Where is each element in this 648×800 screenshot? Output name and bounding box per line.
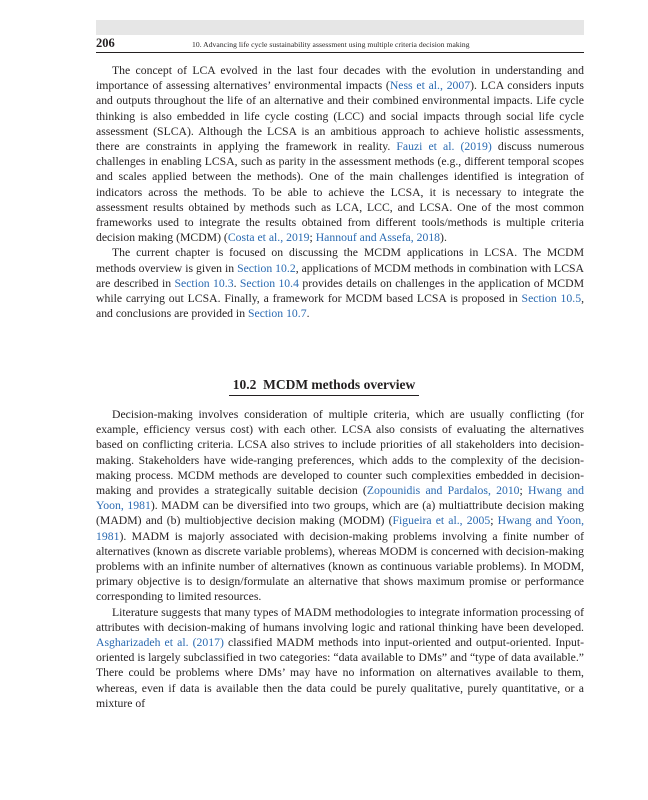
paragraph xyxy=(96,605,584,711)
citation-link[interactable]: Ness et al., 2007 xyxy=(389,79,471,93)
text-run: The concept of LCA evolved in the last four decades with the evolution in understanding and importance of assessing alternatives’ environmental impacts ( xyxy=(96,64,584,93)
text-run: ). MADM can be diversified into two groups, which are (a) multiattribute decision making (MADM) and (b) multiobjective decision making (MODM) ( xyxy=(96,499,585,528)
citation-link[interactable]: Figueira et al., 2005 xyxy=(392,514,491,528)
text-run: . xyxy=(233,276,240,290)
text-run: Decision-making involves consideration of multiple criteria, which are usually conflicting (for example, efficiency versus cost) with each other. LCSA also consists of evaluating the alternatives based on conflicting criteria. LCSA also strives to include priorities of all stakeholders into decision-making. Stakeholders have wide-ranging preferences, which adds to the complexity of the decision-making process. MCDM methods are developed to counter such complexities embedded in decision-making and provides a strategically suitable decision ( xyxy=(96,408,584,498)
citation-link[interactable]: Costa et al., 2019 xyxy=(227,231,310,245)
text-run: discuss numerous challenges in enabling LCSA, such as parity in the assessment methods (e.g., different temporal scopes and scales applied between the methods). One of the main challenges identified is integration of indicators across the methods. To be able to achieve the LCSA, it is necessary to integrate the assessment results obtained by methods such as LCA, LCC, and LCSA. One of the most common frameworks used to integrate the results obtained from different tools/methods is multiple criteria decision making (MCDM) ( xyxy=(96,140,584,245)
paragraph xyxy=(96,63,584,245)
text-run: ; xyxy=(309,231,316,245)
text-run: . xyxy=(306,307,310,321)
text-run: ). LCA considers inputs and outputs throughout the life of an alternative and their combined environmental impacts. Life cycle thinking is also embedded in life cycle costing (LCC) and social impacts through social life cycle assessment (SLCA). Although the LCSA is an ambitious approach to achieve holistic assessments, there are constraints in applying the framework in reality. xyxy=(96,79,584,154)
running-head-title: 10. Advancing life cycle sustainability assessment using multiple criteria decision making xyxy=(192,40,470,49)
top-gray-band xyxy=(96,20,584,35)
page-number: 206 xyxy=(96,36,115,50)
running-header xyxy=(96,36,584,53)
citation-link[interactable]: Section 10.4 xyxy=(239,276,299,290)
text-run: The current chapter is focused on discussing the MCDM applications in LCSA. The MCDM methods overview is given in xyxy=(96,246,584,275)
citation-link[interactable]: Section 10.5 xyxy=(521,292,582,306)
intro-text-block xyxy=(96,63,584,321)
citation-link[interactable]: Zopounidis and Pardalos, 2010 xyxy=(366,484,520,498)
text-run: ; xyxy=(519,484,529,498)
text-run: , applications of MCDM methods in combination with LCSA are described in xyxy=(96,261,584,290)
citation-link[interactable]: Section 10.3 xyxy=(174,276,234,290)
citation-link[interactable]: Section 10.2 xyxy=(237,261,296,275)
section-number: 10.2 xyxy=(232,377,257,392)
citation-link[interactable]: Fauzi et al. (2019) xyxy=(396,140,492,154)
section-heading xyxy=(0,376,648,396)
text-run: classified MADM methods into input-oriented and output-oriented. Input-oriented is largely subclassified in two categories: “data available to DMs” and “type of data available.” There could be problems where DMs’ may have no information on alternatives available to them, whereas, even if data is available then the data could be purely qualitative, purely quantitative, or a mixture of xyxy=(96,636,584,710)
paragraph xyxy=(96,407,584,605)
citation-link[interactable]: Section 10.7 xyxy=(247,307,307,321)
text-run: , and conclusions are provided in xyxy=(96,292,584,321)
section-heading-text xyxy=(229,377,420,396)
section-text-block xyxy=(96,407,584,711)
text-run: ; xyxy=(490,514,498,528)
citation-link[interactable]: Asgharizadeh et al. (2017) xyxy=(96,636,224,650)
section-title: MCDM methods overview xyxy=(263,377,416,392)
text-run: ). MADM is majorly associated with decision-making problems involving a finite number of alternatives (known as discrete variable problems), whereas MODM is concerned with decision-making problems with an infinite number of alternatives (known as continuous variable problems). In MODM, primary objective is to design/formulate an alternative that shows maximum promise or performance corresponding to limited resources. xyxy=(96,529,584,604)
text-run: Literature suggests that many types of MADM methodologies to integrate information processing of attributes with decision-making of humans involving logic and rational thinking have been developed. xyxy=(96,605,584,634)
text-run: provides details on challenges in the application of MCDM while carrying out LCSA. Finally, a framework for MCDM based LCSA is proposed in xyxy=(96,276,585,306)
text-run: ). xyxy=(440,231,447,245)
paragraph xyxy=(96,245,584,321)
citation-link[interactable]: Hannouf and Assefa, 2018 xyxy=(315,231,441,245)
citation-link[interactable]: Hwang and Yoon, 1981 xyxy=(96,514,585,543)
citation-link[interactable]: Hwang and Yoon, 1981 xyxy=(96,484,585,513)
